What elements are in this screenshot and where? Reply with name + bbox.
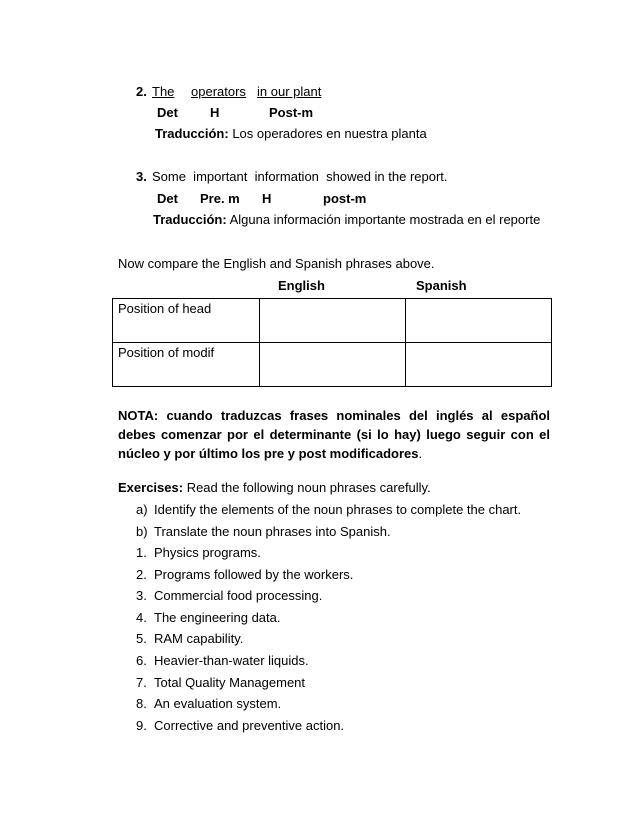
- list-item: [136, 696, 281, 711]
- cell-spanish-modif[interactable]: [406, 343, 552, 387]
- list-item-number: 6.: [136, 653, 147, 668]
- example-2-word-head: operators: [191, 84, 246, 99]
- task-text: Translate the noun phrases into Spanish.: [154, 524, 391, 539]
- list-item-text: Heavier-than-water liquids.: [154, 653, 309, 668]
- example-2-tag-det: Det: [157, 105, 178, 120]
- table-row: [113, 343, 552, 387]
- example-2-tag-postmod: Post-m: [269, 105, 314, 120]
- list-item: [136, 545, 261, 560]
- list-item-text: The engineering data.: [154, 609, 281, 625]
- task-marker: a): [136, 502, 148, 517]
- list-item-number: 5.: [136, 631, 147, 647]
- example-2-translation: [155, 126, 427, 141]
- example-3-translation: [153, 212, 540, 227]
- list-item-number: 7.: [136, 674, 147, 690]
- cell-english-modif[interactable]: [260, 343, 406, 387]
- exercises-header: [118, 480, 431, 495]
- list-item-text: Physics programs.: [154, 545, 261, 560]
- translation-text: Los operadores en nuestra planta: [232, 126, 427, 141]
- example-2-tag-head: H: [210, 105, 220, 120]
- translation-text: Alguna información importante mostrada en el reporte: [229, 212, 541, 227]
- example-3-sentence: Some important information showed in the report.: [152, 169, 448, 184]
- column-header-spanish: Spanish: [416, 278, 467, 293]
- list-item-number: 3.: [136, 588, 147, 604]
- task-item: [136, 502, 521, 517]
- list-item: [136, 567, 353, 582]
- translation-label: Traducción:: [153, 212, 227, 227]
- list-item: [136, 675, 305, 690]
- list-item-text: Corrective and preventive action.: [154, 717, 345, 733]
- example-2-number: 2.: [136, 84, 147, 99]
- list-item: [136, 718, 344, 733]
- list-item-number: 9.: [136, 717, 147, 733]
- task-text: Identify the elements of the noun phrases to complete the chart.: [154, 502, 522, 517]
- list-item-text: Programs followed by the workers.: [154, 566, 354, 582]
- row-label-modif: Position of modif: [113, 343, 260, 387]
- row-label-head: Position of head: [113, 299, 260, 343]
- task-marker: b): [136, 524, 148, 539]
- example-2-word-det: The: [152, 84, 175, 99]
- nota-text: NOTA: cuando traduzcas frases nominales del inglés al español debes comenzar por el determinante (si lo hay) luego seguir con el núcleo y por último los pre y post modificadores: [118, 408, 550, 461]
- list-item-number: 1.: [136, 545, 147, 560]
- cell-english-head[interactable]: [260, 299, 406, 343]
- column-header-english: English: [278, 278, 325, 293]
- table-row: [113, 299, 552, 343]
- list-item: [136, 588, 322, 603]
- list-item-text: An evaluation system.: [154, 696, 282, 712]
- list-item: [136, 653, 309, 668]
- example-3-tag-head: H: [262, 191, 272, 206]
- list-item: [136, 631, 243, 646]
- nota-period: .: [418, 446, 423, 461]
- list-item-number: 2.: [136, 566, 147, 582]
- exercises-intro: Read the following noun phrases carefully.: [186, 480, 431, 495]
- compare-instruction: Now compare the English and Spanish phrases above.: [118, 256, 435, 271]
- list-item-text: Total Quality Management: [154, 674, 306, 690]
- example-3-number: 3.: [136, 169, 147, 184]
- example-3-tag-postmod: post-m: [323, 191, 367, 206]
- list-item-number: 4.: [136, 609, 147, 625]
- translation-label: Traducción:: [155, 126, 229, 141]
- list-item: [136, 610, 280, 625]
- list-item-text: Commercial food processing.: [154, 588, 323, 604]
- nota-paragraph: [118, 406, 550, 463]
- list-item-text: RAM capability.: [154, 631, 244, 647]
- example-3-tag-det: Det: [157, 191, 178, 206]
- example-2-word-postmod: in our plant: [257, 84, 322, 99]
- cell-spanish-head[interactable]: [406, 299, 552, 343]
- task-item: [136, 524, 391, 539]
- example-3-tag-premod: Pre. m: [200, 191, 240, 206]
- exercises-label: Exercises:: [118, 480, 184, 495]
- comparison-table: [112, 298, 552, 387]
- list-item-number: 8.: [136, 696, 147, 712]
